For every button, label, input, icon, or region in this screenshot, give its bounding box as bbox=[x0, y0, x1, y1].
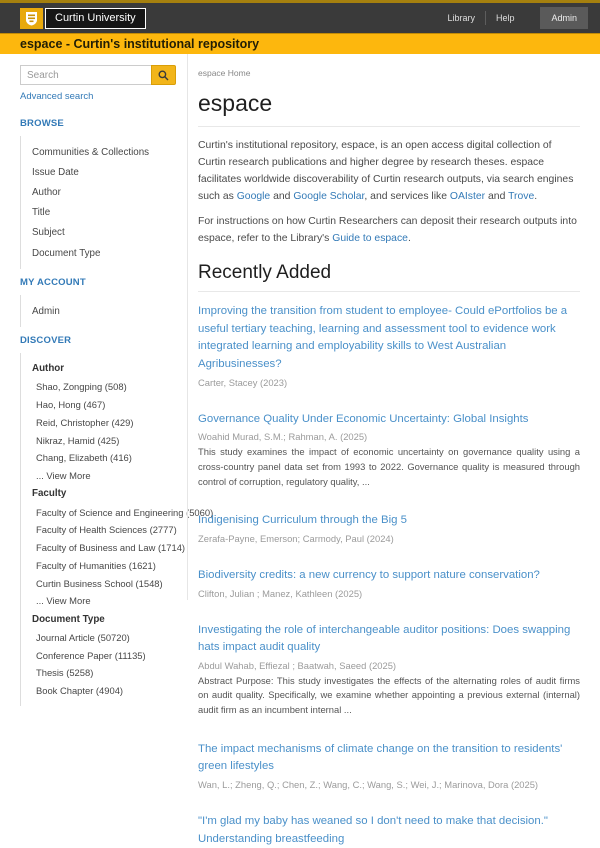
advanced-search-link[interactable]: Advanced search bbox=[20, 91, 94, 102]
page-title: espace bbox=[198, 90, 273, 116]
site-banner bbox=[0, 33, 600, 54]
top-bar bbox=[0, 3, 600, 33]
my-account-panel bbox=[20, 295, 176, 327]
paragraph-text: and bbox=[270, 190, 294, 202]
facet-item[interactable]: Conference Paper (11135) bbox=[36, 649, 146, 661]
site-banner-title: espace - Curtin's institutional repository bbox=[20, 37, 260, 51]
sidebar bbox=[0, 54, 214, 697]
recent-item bbox=[198, 622, 580, 718]
facet-item[interactable]: Faculty of Health Sciences (2777) bbox=[36, 524, 177, 536]
item-title-link[interactable]: Indigenising Curriculum through the Big 5 bbox=[198, 514, 407, 527]
facet-item[interactable]: ... View More bbox=[36, 470, 91, 482]
browse-item[interactable]: Author bbox=[32, 186, 61, 198]
recent-item bbox=[198, 512, 580, 544]
item-authors: Abdul Wahab, Effiezal ; Baatwah, Saeed (2025) bbox=[198, 659, 397, 671]
paragraph-text: and bbox=[485, 190, 509, 202]
search-icon bbox=[158, 70, 169, 81]
admin-button[interactable]: Admin bbox=[540, 7, 588, 29]
item-authors: Clifton, Julian ; Manez, Kathleen (2025) bbox=[198, 587, 363, 599]
browse-item[interactable]: Communities & Collections bbox=[32, 146, 150, 158]
inline-link[interactable]: Trove bbox=[508, 190, 535, 202]
facet-item[interactable]: Hao, Hong (467) bbox=[36, 399, 106, 411]
divider bbox=[198, 126, 580, 127]
top-nav bbox=[437, 7, 588, 29]
item-title-link[interactable]: "I'm glad my baby has weaned so I don't need to make that decision." Understanding breastfeeding bbox=[198, 814, 548, 845]
paragraph-text: . bbox=[407, 233, 411, 245]
facet-item[interactable]: Faculty of Humanities (1621) bbox=[36, 559, 156, 571]
search-button[interactable] bbox=[151, 65, 176, 85]
main-content bbox=[187, 54, 600, 845]
recent-item bbox=[198, 741, 580, 790]
content-area bbox=[0, 54, 600, 845]
browse-item[interactable]: Title bbox=[32, 207, 51, 219]
recent-item bbox=[198, 567, 580, 599]
my-account-heading: MY ACCOUNT bbox=[20, 277, 86, 289]
facet-item[interactable]: Faculty of Science and Engineering (5060) bbox=[36, 506, 214, 518]
browse-item[interactable]: Subject bbox=[32, 227, 65, 239]
facet-item[interactable]: ... View More bbox=[36, 595, 91, 607]
item-abstract: This study examines the impact of economic uncertainty on governance quality using a cross-country panel data set from 1993 to 2022. Governance quality is measured through control of corruption, regulatory quality, ... bbox=[198, 446, 580, 487]
intro-paragraph bbox=[198, 138, 580, 205]
intro-paragraph bbox=[198, 214, 580, 248]
browse-panel bbox=[20, 136, 176, 269]
facet-group-title: Faculty bbox=[32, 488, 67, 500]
search-input[interactable] bbox=[20, 65, 151, 85]
search-bar bbox=[20, 65, 176, 85]
item-title-link[interactable]: The impact mechanisms of climate change on the transition to residents' green lifestyles bbox=[198, 742, 563, 773]
recent-items-list bbox=[198, 303, 580, 848]
curtin-logo-text: Curtin University bbox=[45, 8, 146, 29]
inline-link[interactable]: Google Scholar bbox=[293, 190, 365, 202]
intro-text bbox=[198, 138, 580, 248]
facet-item[interactable]: Chang, Elizabeth (416) bbox=[36, 452, 132, 464]
facet-item[interactable]: Reid, Christopher (429) bbox=[36, 416, 134, 428]
item-title-link[interactable]: Biodiversity credits: a new currency to support nature conservation? bbox=[198, 568, 540, 581]
curtin-shield-icon bbox=[20, 8, 43, 29]
item-abstract: Abstract Purpose: This study investigates the effects of the alternating roles of audit firms on audit quality. Specifically, we examine whether appointing a previous external (internal) audit firm as an incumbent internal ... bbox=[198, 674, 580, 715]
facet-item[interactable]: Journal Article (50720) bbox=[36, 631, 130, 643]
paragraph-text: For instructions on how Curtin Researchers can deposit their research outputs into espace, refer to the Library's bbox=[198, 216, 577, 245]
item-title-link[interactable]: Improving the transition from student to employee- Could ePortfolios be a useful tertiary teaching, learning and assessment tool to evidence work integrated learning and employability skills to West Australian Agribusinesses? bbox=[198, 305, 568, 371]
facet-item[interactable]: Thesis (5258) bbox=[36, 667, 94, 679]
inline-link[interactable]: Guide to espace bbox=[332, 233, 408, 245]
recent-item bbox=[198, 411, 580, 489]
item-authors: Carter, Stacey (2023) bbox=[198, 376, 288, 388]
paragraph-text: , and services like bbox=[364, 190, 450, 202]
item-authors: Wan, L.; Zheng, Q.; Chen, Z.; Wang, C.; Wang, S.; Wei, J.; Marinova, Dora (2025) bbox=[198, 778, 539, 790]
discover-panel bbox=[20, 353, 214, 705]
item-title-link[interactable]: Investigating the role of interchangeable auditor positions: Does swapping hats impact audit quality bbox=[198, 623, 571, 654]
breadcrumb[interactable]: espace Home bbox=[198, 68, 251, 78]
browse-item[interactable]: Issue Date bbox=[32, 166, 79, 178]
recent-item bbox=[198, 813, 580, 848]
facet-group-title: Document Type bbox=[32, 613, 105, 625]
inline-link[interactable]: Google bbox=[236, 190, 271, 202]
paragraph-text: . bbox=[534, 190, 538, 202]
browse-item[interactable]: Document Type bbox=[32, 247, 101, 259]
item-authors: Woahid Murad, S.M.; Rahman, A. (2025) bbox=[198, 431, 368, 443]
nav-library-link[interactable]: Library bbox=[447, 13, 475, 23]
facet-item[interactable]: Curtin Business School (1548) bbox=[36, 577, 163, 589]
inline-link[interactable]: OAIster bbox=[449, 190, 486, 202]
facet-group-title: Author bbox=[32, 363, 65, 375]
facet-item[interactable]: Faculty of Business and Law (1714) bbox=[36, 542, 186, 554]
nav-help-link[interactable]: Help bbox=[495, 13, 515, 23]
account-item[interactable]: Admin bbox=[32, 305, 60, 317]
recent-item bbox=[198, 303, 580, 388]
divider bbox=[198, 291, 580, 292]
item-authors: Zerafa-Payne, Emerson; Carmody, Paul (2024) bbox=[198, 532, 394, 544]
facet-item[interactable]: Book Chapter (4904) bbox=[36, 685, 124, 697]
curtin-logo[interactable] bbox=[20, 8, 146, 29]
facet-item[interactable]: Shao, Zongping (508) bbox=[36, 381, 127, 393]
recently-added-heading: Recently Added bbox=[198, 262, 332, 284]
facet-item[interactable]: Nikraz, Hamid (425) bbox=[36, 434, 120, 446]
paragraph-text: Curtin's institutional repository, espace, is an open access digital collection of Curtin research publications and higher degree by research theses. espace facilitates worldwide discoverability of Curtin research outputs, via search engines such as bbox=[198, 140, 574, 202]
item-title-link[interactable]: Governance Quality Under Economic Uncertainty: Global Insights bbox=[198, 412, 529, 425]
discover-heading: DISCOVER bbox=[20, 335, 72, 347]
browse-heading: BROWSE bbox=[20, 118, 64, 129]
